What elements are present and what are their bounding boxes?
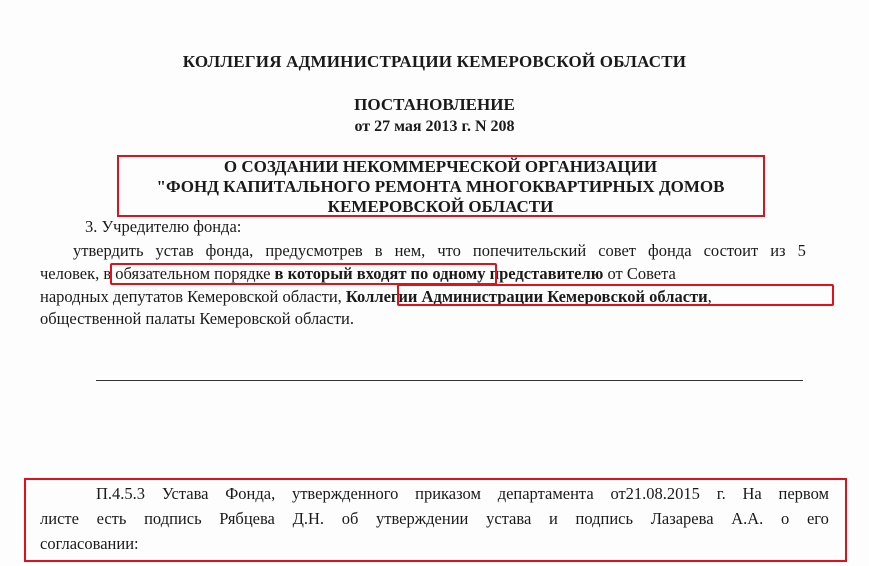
word: и [548, 509, 558, 528]
item-heading: 3. Учредителю фонда: [85, 217, 242, 236]
document-date-number: от 27 мая 2013 г. N 208 [354, 118, 515, 135]
word: от21.08.2015 [610, 484, 700, 503]
word: устав [155, 241, 194, 260]
word: совет [598, 241, 637, 260]
word: есть [96, 509, 127, 528]
word: устава [486, 509, 532, 528]
note-line-1 [96, 484, 829, 504]
word: его [806, 509, 829, 528]
note-line-3: согласовании: [40, 534, 139, 553]
phrase-highlight-box [397, 284, 834, 306]
word: утверждении [376, 509, 469, 528]
title-line-1: О СОЗДАНИИ НЕКОММЕРЧЕСКОЙ ОРГАНИЗАЦИИ [223, 157, 658, 176]
word: об [341, 509, 359, 528]
word: нем, [394, 241, 426, 260]
word: подпись [575, 509, 634, 528]
text-segment: человек, [40, 264, 104, 283]
word: состоит [703, 241, 759, 260]
word: Лазарева [650, 509, 714, 528]
word: что [437, 241, 461, 260]
word: в [374, 241, 383, 260]
word: Фонда, [225, 484, 276, 503]
phrase-highlight-box [110, 263, 497, 285]
word: А.А. [731, 509, 764, 528]
word: Д.Н. [292, 509, 324, 528]
word: попечительский [472, 241, 587, 260]
word: приказом [415, 484, 481, 503]
text-segment-bold: Коллегии Администрации Кемеровской области [345, 287, 708, 306]
text-segment: , [707, 287, 712, 306]
word: Рябцева [219, 509, 275, 528]
organization-header: КОЛЛЕГИЯ АДМИНИСТРАЦИИ КЕМЕРОВСКОЙ ОБЛАСТИ [182, 52, 687, 71]
word: о [781, 509, 790, 528]
paragraph-line-4: общественной палаты Кемеровской области. [40, 309, 354, 328]
title-line-2: "ФОНД КАПИТАЛЬНОГО РЕМОНТА МНОГОКВАРТИРНЫХ ДОМОВ [156, 177, 725, 196]
word: фонда [648, 241, 692, 260]
word: фонда, [205, 241, 254, 260]
text-segment: народных депутатов Кемеровской области, [40, 287, 346, 306]
word: предусмотрев [265, 241, 363, 260]
separator-line [96, 380, 803, 381]
word: утвердить [73, 241, 144, 260]
word: листе [40, 509, 79, 528]
word: департамента [497, 484, 594, 503]
word: На [742, 484, 762, 503]
note-line-2 [40, 509, 829, 529]
word: г. [716, 484, 726, 503]
word: утвержденного [291, 484, 399, 503]
text-segment-bold: в который входят [274, 264, 407, 283]
text-segment-bold: по одному представителю [406, 264, 604, 283]
word: Устава [161, 484, 209, 503]
word: из [770, 241, 786, 260]
word: 5 [797, 241, 806, 260]
word: П.4.5.3 [96, 484, 146, 503]
document-type: ПОСТАНОВЛЕНИЕ [354, 95, 515, 114]
title-line-3: КЕМЕРОВСКОЙ ОБЛАСТИ [327, 197, 554, 216]
word: первом [778, 484, 829, 503]
text-segment: в обязательном порядке [103, 264, 275, 283]
text-segment: от Совета [603, 264, 676, 283]
word: подпись [144, 509, 202, 528]
paragraph-line-1 [73, 241, 806, 261]
